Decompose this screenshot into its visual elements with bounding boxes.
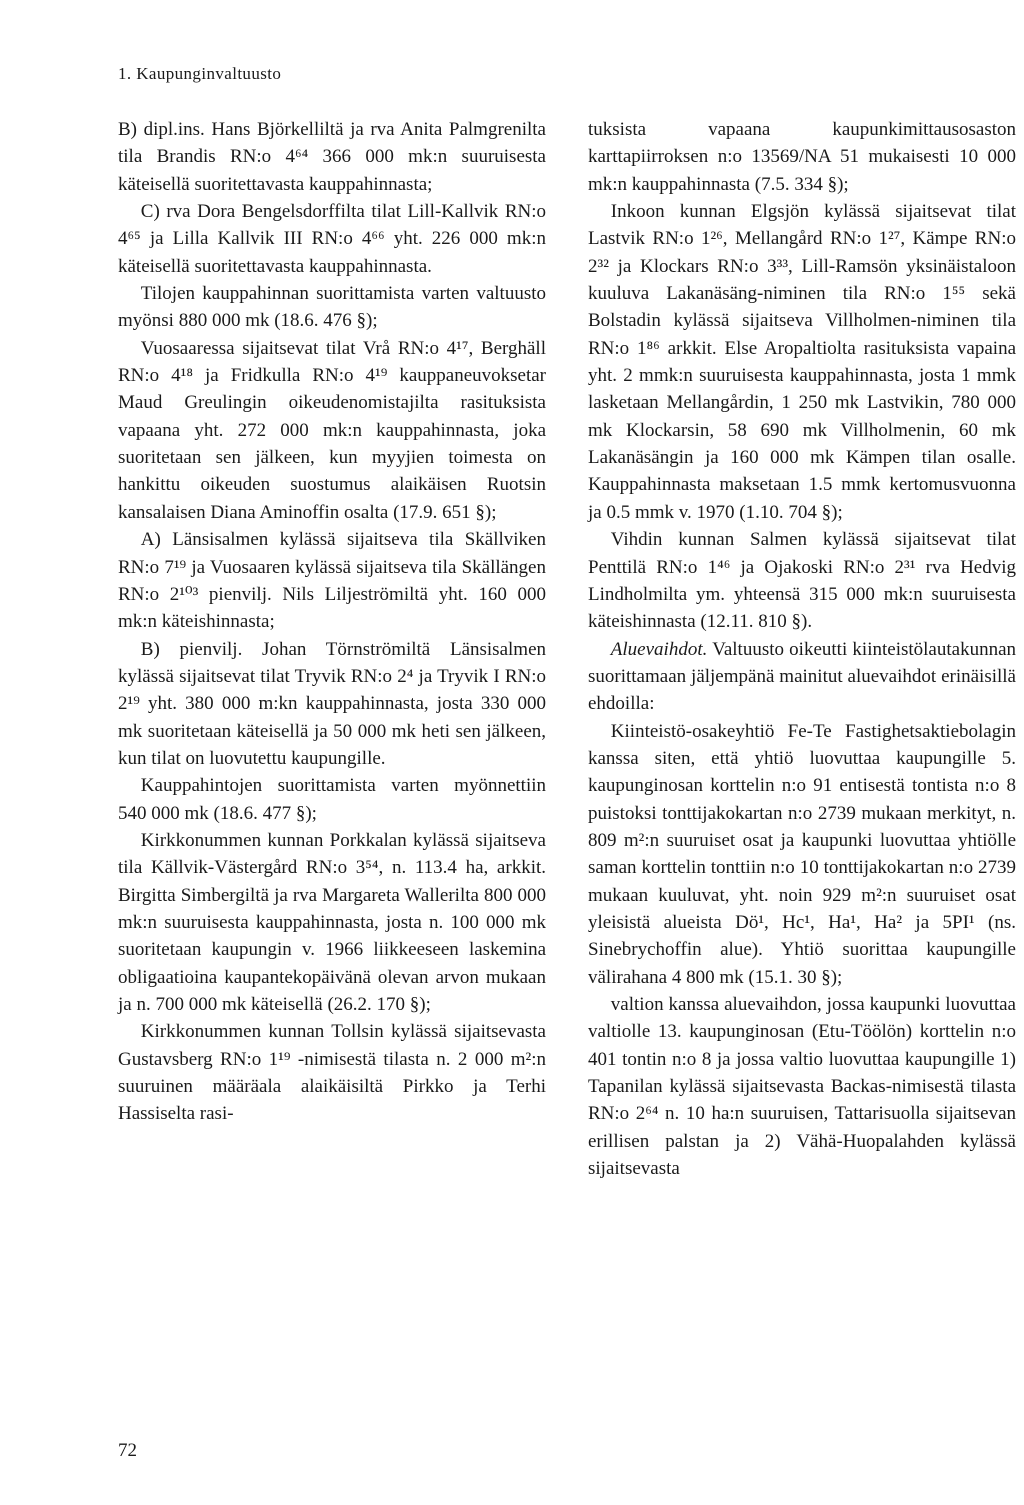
left-column [118, 116, 546, 1128]
paragraph: Inkoon kunnan Elgsjön kylässä sijaitsevat tilat Lastvik RN:o 1²⁶, Mellangård RN:o 1²⁷, Kämpe RN:o 2³² ja Klockars RN:o 3³³, Lill-Ramsön yksinäistaloon kuuluva Lakanäsäng-niminen tila RN:o 1⁵⁵ sekä Bolstadin kylässä sijaitseva Villholmen-niminen tila RN:o 1⁸⁶ arkkit. Else Aropaltiolta rasituksista vapaina yht. 2 mmk:n suuruisesta kauppahinnasta, josta 1 mmk lasketaan Mellangårdin, 1 250 mk Lastvikin, 780 000 mk Klockarsin, 58 690 mk Villholmenin, 60 mk Lakanäsängin ja 160 000 mk Kämpen tilan osalle. Kauppahinnasta maksetaan 1.5 mmk kertomusvuonna ja 0.5 mmk v. 1970 (1.10. 704 §); [588, 201, 1016, 523]
paragraph: Vuosaaressa sijaitsevat tilat Vrå RN:o 4¹⁷, Berghäll RN:o 4¹⁸ ja Fridkulla RN:o 4¹⁹ kauppaneuvoksetar Maud Greulingin oikeudenomistajilta rasituksista vapaana yht. 272 000 mk:n kauppahinnasta, joka suoritetaan sen jälkeen, kun myyjien toimesta on hankittu oikeuden suostumus alaikäisen Ruotsin kansalaisen Diana Aminoffin osalta (17.9. 651 §); [118, 337, 546, 523]
right-column [588, 116, 1016, 1182]
paragraph: Kiinteistö-osakeyhtiö Fe-Te Fastighetsaktiebolagin kanssa siten, että yhtiö luovuttaa kaupungille 5. kaupunginosan korttelin n:o 91 entisestä tontista n:o 8 puistoksi tonttijakokartan n:o 2739 mukaan merkityt, n. 809 m²:n suuruiset osat ja kaupunki luovuttaa yhtiölle saman korttelin tonttiin n:o 10 tonttijakokartan n:o 2739 mukaan kuuluvat, yht. noin 929 m²:n suuruiset osat yleisistä alueista Dö¹, Hc¹, Ha¹, Ha² ja 5PI¹ (ns. Sinebrychoffin alue). Yhtiö suorittaa kaupungille välirahana 4 800 mk (15.1. 30 §); [588, 720, 1016, 988]
paragraph: tuksista vapaana kaupunkimittausosaston karttapiirroksen n:o 13569/NA 51 mukaisesti 10 000 mk:n kauppahinnasta (7.5. 334 §); [588, 119, 1016, 195]
paragraph: Kirkkonummen kunnan Tollsin kylässä sijaitsevasta Gustavsberg RN:o 1¹⁹ -nimisestä tilasta n. 2 000 m²:n suuruinen määräala alaikäisiltä Pirkko ja Terhi Hassiselta rasi- [118, 1021, 546, 1125]
paragraph: Vihdin kunnan Salmen kylässä sijaitsevat tilat Penttilä RN:o 1⁴⁶ ja Ojakoski RN:o 2³¹ rva Hedvig Lindholmilta ym. yhteensä 315 000 mk:n suuruisesta käteishinnasta (12.11. 810 §). [588, 529, 1016, 633]
page-number: 72 [118, 1440, 137, 1461]
paragraph: valtion kanssa aluevaihdon, jossa kaupunki luovuttaa valtiolle 13. kaupunginosan (Etu-Töölön) korttelin n:o 401 tontin n:o 8 ja jossa valtio luovuttaa kaupungille 1) Tapanilan kylässä sijaitsevasta Backas-nimisestä tilasta RN:o 2⁶⁴ n. 10 ha:n suuruisen, Tattarisuolla sijaitsevan erillisen palstan ja 2) Vähä-Huopalahden kylässä sijaitsevasta [588, 994, 1016, 1180]
section-heading: Aluevaihdot. [610, 638, 708, 660]
paragraph-text: Valtuusto oikeutti kiinteistölautakunnan suorittamaan jäljempänä mainitut aluevaihdot erinäisillä ehdoilla: [588, 638, 1016, 715]
paragraph: B) dipl.ins. Hans Björkelliltä ja rva Anita Palmgrenilta tila Brandis RN:o 4⁶⁴ 366 000 mk:n suuruisesta käteisellä suoritettavasta kauppahinnasta; [118, 119, 546, 195]
running-header: 1. Kaupunginvaltuusto [118, 64, 282, 83]
paragraph: C) rva Dora Bengelsdorffilta tilat Lill-Kallvik RN:o 4⁶⁵ ja Lilla Kallvik III RN:o 4⁶⁶ yht. 226 000 mk:n käteisellä suoritettavasta kauppahinnasta. [118, 201, 546, 277]
paragraph: B) pienvilj. Johan Törnströmiltä Länsisalmen kylässä sijaitsevat tilat Tryvik RN:o 2⁴ ja Tryvik I RN:o 2¹⁹ yht. 380 000 m:kn kauppahinnasta, josta 330 000 mk suoritetaan käteisellä ja 50 000 mk heti sen jälkeen, kun tilat on luovutettu kaupungille. [118, 638, 546, 769]
paragraph: Kirkkonummen kunnan Porkkalan kylässä sijaitseva tila Källvik-Västergård RN:o 3⁵⁴, n. 113.4 ha, arkkit. Birgitta Simbergiltä ja rva Margareta Wallerilta 800 000 mk:n suuruisesta kauppahinnasta, josta n. 100 000 mk suoritetaan kaupungin v. 1966 liikkeeseen laskemina obligaatioina kaupantekopäivänä olevan arvon mukaan ja n. 700 000 mk käteisellä (26.2. 170 §); [118, 829, 546, 1015]
paragraph-aluevaihdot [588, 636, 1016, 718]
paragraph: Kauppahintojen suorittamista varten myönnettiin 540 000 mk (18.6. 477 §); [118, 775, 546, 824]
paragraph: A) Länsisalmen kylässä sijaitseva tila Skällviken RN:o 7¹⁹ ja Vuosaaren kylässä sijaitseva tila Skällängen RN:o 2¹⁰³ pienvilj. Nils Liljeströmiltä yht. 160 000 mk:n käteishinnasta; [118, 529, 546, 633]
paragraph: Tilojen kauppahinnan suorittamista varten valtuusto myönsi 880 000 mk (18.6. 476 §); [118, 283, 546, 332]
